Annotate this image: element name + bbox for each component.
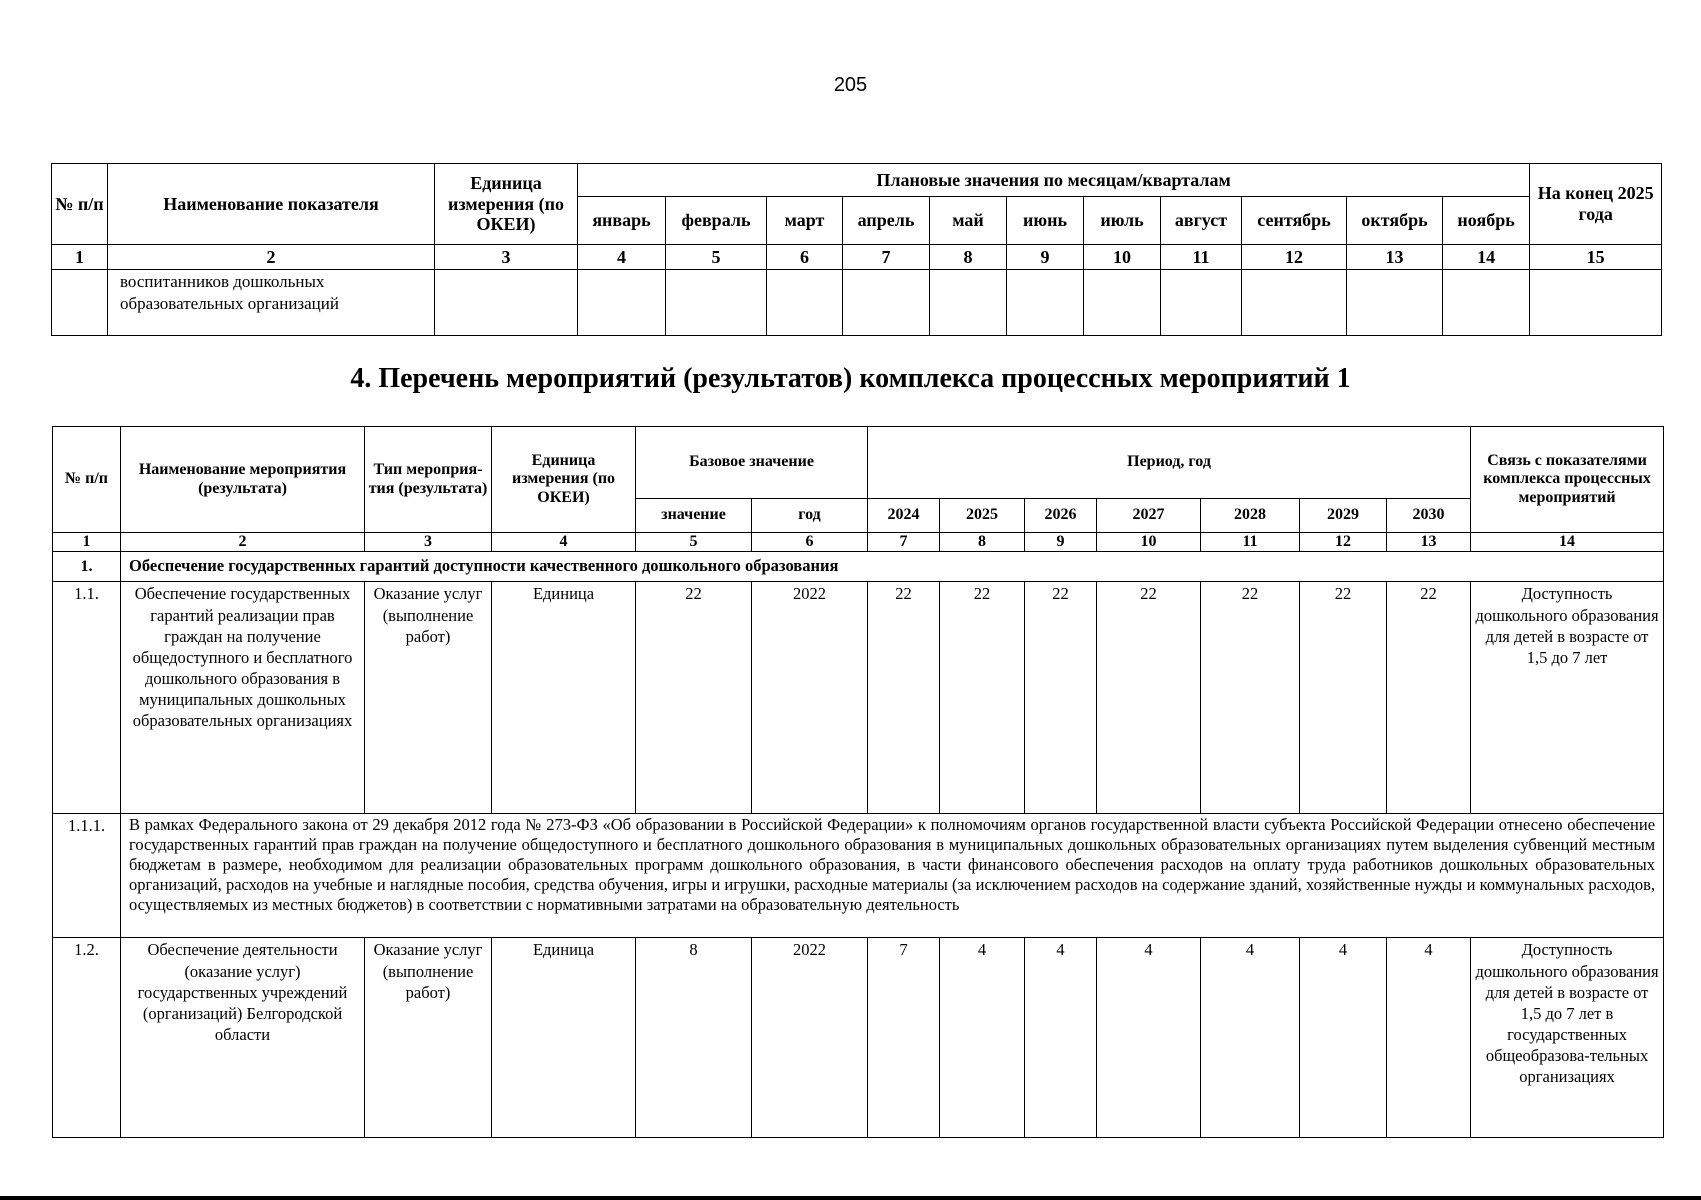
column-number: 10 [1084,245,1161,270]
header-year: 2027 [1097,499,1201,533]
activity-type: Оказание услуг (выполнение работ) [365,582,492,814]
column-number: 9 [1025,533,1097,552]
year-value: 7 [868,938,940,1138]
column-number: 4 [492,533,636,552]
column-number-row [52,245,1662,270]
column-number: 9 [1007,245,1084,270]
column-number: 13 [1387,533,1471,552]
header-base-value: Базовое значение [636,427,868,499]
year-value: 22 [1025,582,1097,814]
year-value: 4 [1387,938,1471,1138]
column-number: 3 [365,533,492,552]
year-value: 22 [940,582,1025,814]
header-month: июль [1084,197,1161,245]
table-row [52,270,1662,336]
year-value: 22 [1201,582,1300,814]
section-heading: Обеспечение государственных гарантий доступности качественного дошкольного образования [121,552,1664,582]
activities-table [52,426,1664,1138]
header-month: апрель [843,197,930,245]
year-value: 4 [1300,938,1387,1138]
year-value: 4 [940,938,1025,1138]
year-value: 4 [1201,938,1300,1138]
header-year: 2029 [1300,499,1387,533]
header-link: Связь с показателями комплекса процессных мероприятий [1471,427,1664,533]
header-period: Период, год [868,427,1471,499]
column-number: 8 [930,245,1007,270]
indicator-link: Доступность дошкольного образования для детей в возрасте от 1,5 до 7 лет [1471,582,1664,814]
activity-name: Обеспечение государственных гарантий реализации прав граждан на получение общедоступного и бесплатного дошкольного образования в муниципальных дошкольных образовательных организациях [121,582,365,814]
column-number: 12 [1242,245,1347,270]
header-year: 2025 [940,499,1025,533]
year-value: 22 [1387,582,1471,814]
column-number: 15 [1530,245,1662,270]
header-month: октябрь [1347,197,1443,245]
header-month: февраль [666,197,767,245]
column-number: 14 [1443,245,1530,270]
column-number-row [53,533,1664,552]
header-base-value-year: год [752,499,868,533]
year-value: 4 [1097,938,1201,1138]
header-month: сентябрь [1242,197,1347,245]
header-month: ноябрь [1443,197,1530,245]
base-value: 22 [636,582,752,814]
base-year: 2022 [752,582,868,814]
header-month: июнь [1007,197,1084,245]
column-number: 2 [108,245,435,270]
column-number: 1 [53,533,121,552]
header-base-value-value: значение [636,499,752,533]
section-title: 4. Перечень мероприятий (результатов) комплекса процессных мероприятий 1 [350,363,1351,394]
row-num: 1.1. [53,582,121,814]
header-num: № п/п [53,427,121,533]
page-number: 205 [833,74,868,96]
column-number: 5 [666,245,767,270]
indicator-link: Доступность дошкольного образования для детей в возрасте от 1,5 до 7 лет в государственных общеобразова-тельных организациях [1471,938,1664,1138]
column-number: 2 [121,533,365,552]
indicators-table [51,163,1662,336]
header-month: март [767,197,843,245]
base-value: 8 [636,938,752,1138]
table-row [53,814,1664,938]
header-end-of-year: На конец 2025 года [1530,164,1662,245]
column-number: 6 [767,245,843,270]
activity-name: Обеспечение деятельности (оказание услуг) государственных учреждений (организаций) Белгородской области [121,938,365,1138]
header-month: январь [578,197,666,245]
unit: Единица [492,582,636,814]
year-value: 4 [1025,938,1097,1138]
header-planned-values: Плановые значения по месяцам/кварталам [578,164,1530,197]
bottom-rule [0,1196,1701,1200]
header-year: 2026 [1025,499,1097,533]
column-number: 5 [636,533,752,552]
row-num: 1.1.1. [53,814,121,938]
header-year: 2028 [1201,499,1300,533]
header-activity-type: Тип мероприя-тия (результата) [365,427,492,533]
year-value: 22 [1097,582,1201,814]
header-indicator-name: Наименование показателя [108,164,435,245]
column-number: 8 [940,533,1025,552]
column-number: 3 [435,245,578,270]
column-number: 14 [1471,533,1664,552]
header-activity-name: Наименование мероприятия (результата) [121,427,365,533]
unit: Единица [492,938,636,1138]
activity-type: Оказание услуг (выполнение работ) [365,938,492,1138]
header-num: № п/п [52,164,108,245]
table-row [53,582,1664,814]
header-month: август [1161,197,1242,245]
description-text: В рамках Федерального закона от 29 декабря 2012 года № 273-ФЗ «Об образовании в Российской Федерации» к полномочиям органов государственной власти субъекта Российской Федерации отнесено обеспечение государственных гарантий прав граждан на получение общедоступного и бесплатного дошкольного образования в муниципальных дошкольных образовательных организациях путем выделения субвенций местным бюджетам в размере, необходимом для реализации образовательных программ дошкольного образования, в части финансового обеспечения расходов на оплату труда работников дошкольных образовательных организаций, расходов на учебные и наглядные пособия, средства обучения, игры и игрушки, расходные материалы (за исключением расходов на содержание зданий, хозяйственные нужды и коммунальных расходов, осуществляемых из местных бюджетов) в соответствии с нормативными затратами на образовательную деятельность [121,814,1664,938]
table-row [53,938,1664,1138]
header-month: май [930,197,1007,245]
header-unit: Единица измерения (по ОКЕИ) [435,164,578,245]
column-number: 7 [843,245,930,270]
header-year: 2030 [1387,499,1471,533]
column-number: 1 [52,245,108,270]
column-number: 4 [578,245,666,270]
year-value: 22 [868,582,940,814]
column-number: 6 [752,533,868,552]
column-number: 13 [1347,245,1443,270]
column-number: 12 [1300,533,1387,552]
header-unit: Единица измерения (по ОКЕИ) [492,427,636,533]
section-num: 1. [53,552,121,582]
column-number: 11 [1161,245,1242,270]
section-row [53,552,1664,582]
column-number: 7 [868,533,940,552]
column-number: 10 [1097,533,1201,552]
indicator-name: воспитанников дошкольных образовательных организаций [108,270,435,336]
row-num: 1.2. [53,938,121,1138]
base-year: 2022 [752,938,868,1138]
year-value: 22 [1300,582,1387,814]
header-year: 2024 [868,499,940,533]
column-number: 11 [1201,533,1300,552]
